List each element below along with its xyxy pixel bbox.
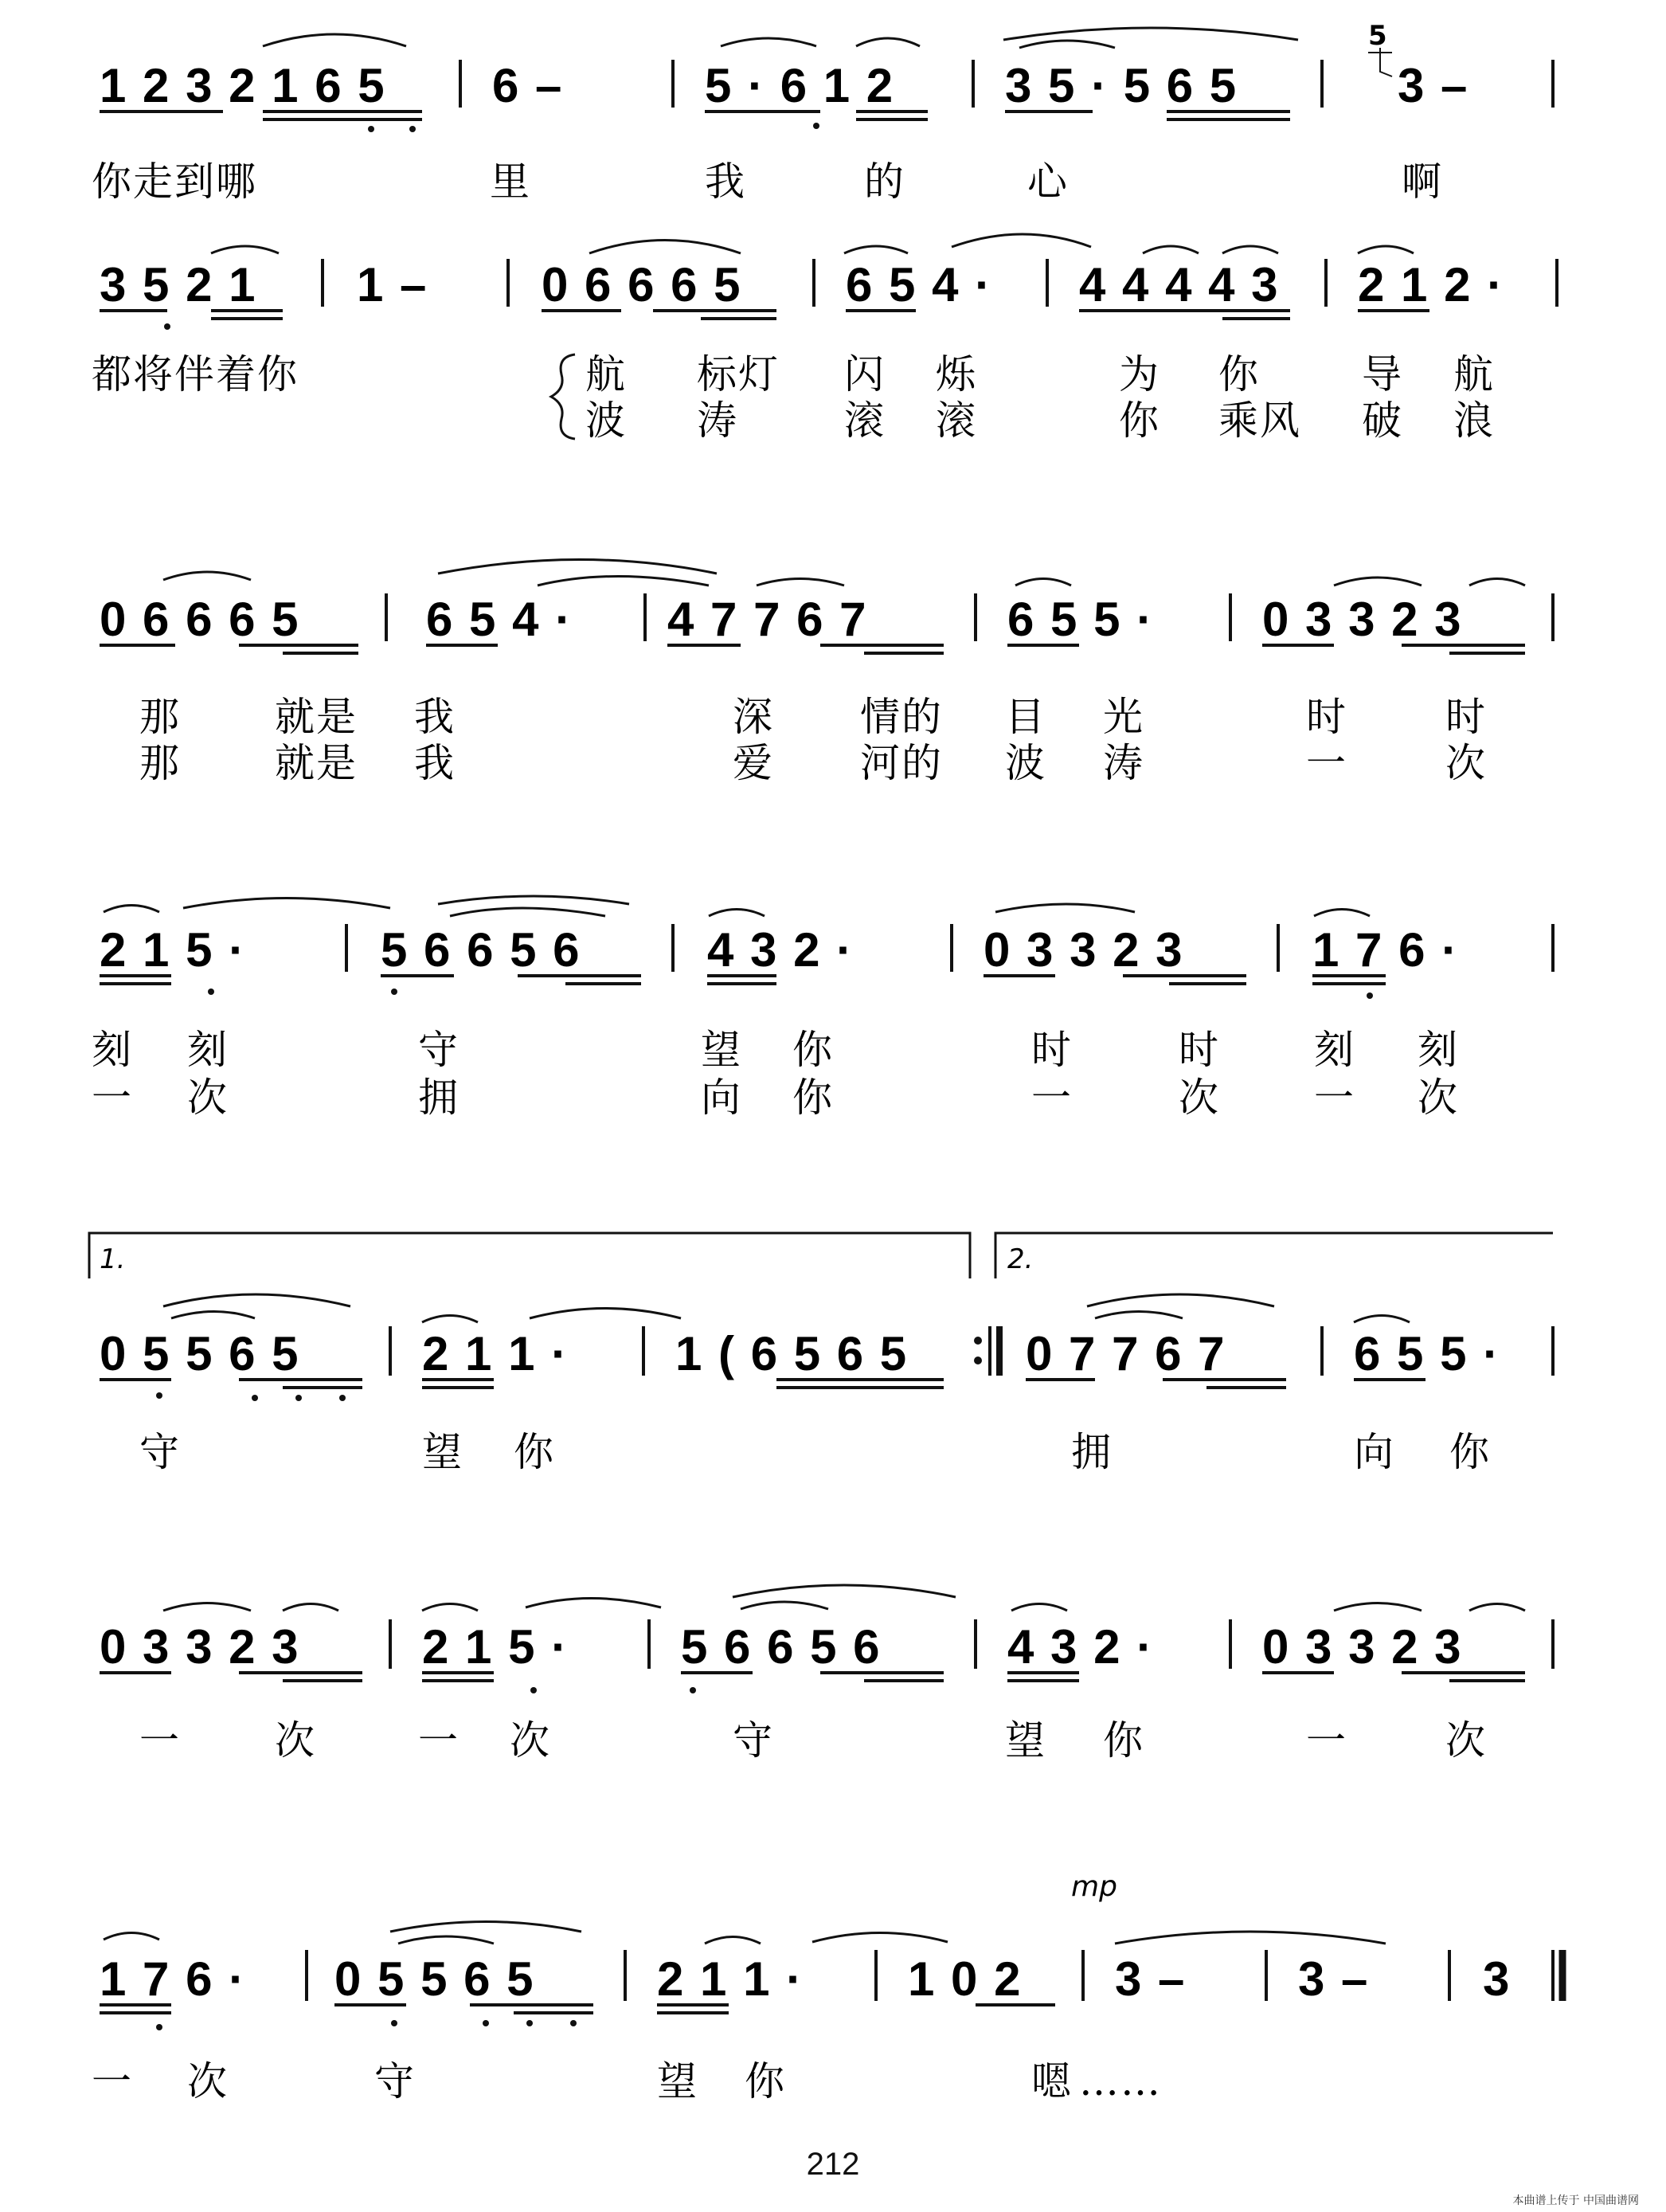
svg-text:航: 航 xyxy=(585,351,627,397)
notes-r6-b3: 5 6 6 5 6 xyxy=(681,1620,882,1674)
staff-row-7 xyxy=(92,1870,1562,2104)
svg-text:……: …… xyxy=(1079,2058,1162,2104)
notes-r2-b1: 3 5 2 1 xyxy=(100,258,257,311)
lyrics-r5 xyxy=(139,1429,1491,1475)
notes-r7-b7: 3 xyxy=(1483,1952,1512,2006)
svg-text:守: 守 xyxy=(418,1027,460,1073)
lyrics-r4-verse-b xyxy=(92,1075,1459,1121)
volta-bracket-2 xyxy=(995,1233,1553,1278)
lyrics-r7 xyxy=(92,2058,1162,2104)
svg-text:一: 一 xyxy=(139,1717,181,1764)
svg-text:刻: 刻 xyxy=(187,1027,229,1073)
page-number: 212 xyxy=(806,2147,860,2182)
svg-text:滚: 滚 xyxy=(936,397,977,444)
notes-r2-b2: 1 – xyxy=(357,258,428,311)
svg-text:一: 一 xyxy=(418,1717,460,1764)
svg-text:那: 那 xyxy=(139,694,181,740)
notes-r4-b4: 0 3 3 2 3 xyxy=(984,923,1184,977)
svg-text:一: 一 xyxy=(92,1075,133,1121)
dynamic-marking: mp xyxy=(1071,1870,1117,1903)
svg-text:你: 你 xyxy=(1218,351,1260,397)
svg-text:航: 航 xyxy=(1453,351,1495,397)
svg-text:你: 你 xyxy=(745,2058,786,2104)
svg-text:时: 时 xyxy=(1445,694,1487,740)
notes-r4-b5: 1 7 6 · xyxy=(1312,923,1460,977)
notes-r6-b1: 0 3 3 2 3 xyxy=(100,1620,300,1674)
svg-text:守: 守 xyxy=(374,2058,416,2104)
svg-text:涛: 涛 xyxy=(1103,740,1144,786)
svg-text:标灯: 标灯 xyxy=(697,351,780,397)
svg-text:一: 一 xyxy=(1031,1075,1073,1121)
svg-text:次: 次 xyxy=(275,1717,316,1764)
svg-text:望: 望 xyxy=(657,2058,698,2104)
svg-text:次: 次 xyxy=(510,1717,551,1764)
notes-r5-b2: 2 1 1 · xyxy=(422,1327,569,1380)
svg-text:你: 你 xyxy=(514,1429,555,1475)
svg-text:你: 你 xyxy=(1103,1717,1144,1764)
svg-text:波: 波 xyxy=(585,397,627,444)
svg-text:守: 守 xyxy=(733,1717,774,1764)
svg-text:望: 望 xyxy=(422,1429,463,1475)
svg-text:向: 向 xyxy=(1354,1429,1395,1475)
svg-text:我: 我 xyxy=(414,694,456,740)
notes-r5-b4: 0 7 7 6 7 xyxy=(1026,1327,1226,1380)
svg-text:深: 深 xyxy=(733,694,774,740)
lyric-r1-2: 里 xyxy=(490,159,531,205)
lyric-r1-6: 啊 xyxy=(1402,159,1443,205)
notes-r4-b2: 5 6 6 5 6 xyxy=(381,923,581,977)
svg-text:河的: 河的 xyxy=(860,740,943,786)
svg-text:乘风: 乘风 xyxy=(1218,397,1301,444)
svg-text:时: 时 xyxy=(1306,694,1347,740)
svg-text:浪: 浪 xyxy=(1453,397,1495,444)
svg-text:就是: 就是 xyxy=(275,694,358,740)
lyrics-r6 xyxy=(139,1717,1487,1764)
notes-r5-b5: 6 5 5 · xyxy=(1354,1327,1501,1380)
svg-text:望: 望 xyxy=(1005,1717,1046,1764)
svg-text:刻: 刻 xyxy=(1314,1027,1355,1073)
svg-text:那: 那 xyxy=(139,740,181,786)
svg-text:拥: 拥 xyxy=(418,1075,460,1121)
staff-row-3 xyxy=(100,560,1553,787)
lyric-r2-start: 都将伴着你 xyxy=(92,351,299,397)
notes-r2-b3: 0 6 6 6 5 xyxy=(542,258,742,311)
notes-r7-b4: 1 0 2 xyxy=(908,1952,1023,2006)
notes-r3-b5: 0 3 3 2 3 xyxy=(1262,593,1463,646)
staff-row-4 xyxy=(92,896,1553,1121)
svg-text:闪: 闪 xyxy=(844,351,886,397)
svg-text:为: 为 xyxy=(1119,351,1160,397)
svg-text:次: 次 xyxy=(1179,1075,1220,1121)
staff-row-1 xyxy=(92,20,1553,205)
svg-text:涛: 涛 xyxy=(697,397,738,444)
notes-r2-b6: 2 1 2 · xyxy=(1358,258,1505,311)
lyrics-r3-verse-b xyxy=(139,740,1487,786)
notes-r6-b5: 0 3 3 2 3 xyxy=(1262,1620,1463,1674)
svg-text:滚: 滚 xyxy=(844,397,886,444)
svg-text:一: 一 xyxy=(1314,1075,1355,1121)
svg-text:情的: 情的 xyxy=(860,694,943,740)
lyrics-r2-verse-a xyxy=(585,351,1495,397)
notes-r7-b1: 1 7 6 · xyxy=(100,1952,247,2006)
svg-text:你: 你 xyxy=(792,1075,834,1121)
lyric-r1-3: 我 xyxy=(705,159,746,205)
notes-r6-b2: 2 1 5 · xyxy=(422,1620,569,1674)
svg-text:我: 我 xyxy=(414,740,456,786)
svg-text:守: 守 xyxy=(139,1429,181,1475)
lyric-r1-1: 你走到哪 xyxy=(92,159,257,205)
lyrics-r4-verse-a xyxy=(92,1027,1459,1073)
lyric-r1-4: 的 xyxy=(864,159,905,205)
svg-text:光: 光 xyxy=(1103,694,1144,740)
svg-text:时: 时 xyxy=(1031,1027,1073,1073)
svg-text:波: 波 xyxy=(1005,740,1046,786)
notes-r2-b4: 6 5 4 · xyxy=(846,258,993,311)
notes-r1-b5: 3 – xyxy=(1398,59,1469,112)
svg-text:就是: 就是 xyxy=(275,740,358,786)
grace-note: 5 xyxy=(1368,20,1387,52)
svg-text:望: 望 xyxy=(701,1027,742,1073)
svg-text:1.: 1. xyxy=(100,1243,126,1275)
svg-text:你: 你 xyxy=(1119,397,1160,444)
source-credit: 本曲谱上传于 中国曲谱网 xyxy=(1512,2194,1639,2207)
staff-row-2 xyxy=(92,234,1557,444)
notes-r7-b2: 0 5 5 6 5 xyxy=(334,1952,535,2006)
svg-text:爱: 爱 xyxy=(733,740,774,786)
svg-text:次: 次 xyxy=(1418,1075,1459,1121)
notes-r1-b1: 1 2 3 2 1 6 5 xyxy=(100,59,386,112)
notes-r5-b1: 0 5 5 6 5 xyxy=(100,1327,300,1380)
svg-text:刻: 刻 xyxy=(92,1027,133,1073)
lyrics-r3-verse-a xyxy=(139,694,1487,740)
notes-r7-b6: 3 – xyxy=(1298,1952,1370,2006)
staff-row-6 xyxy=(100,1585,1553,1764)
notes-r3-b3: 4 7 7 6 7 xyxy=(667,593,868,646)
notes-r6-b4: 4 3 2 · xyxy=(1007,1620,1155,1674)
svg-text:你: 你 xyxy=(792,1027,834,1073)
staff-row-5 xyxy=(89,1233,1553,1475)
notes-r7-b5: 3 – xyxy=(1115,1952,1187,2006)
notes-r1-b2: 6 – xyxy=(492,59,564,112)
notes-r2-b5: 4 4 4 4 3 xyxy=(1079,258,1280,311)
svg-text:次: 次 xyxy=(1445,740,1487,786)
svg-text:破: 破 xyxy=(1362,397,1403,444)
svg-text:目: 目 xyxy=(1005,694,1046,740)
notes-r3-b2: 6 5 4 · xyxy=(426,593,573,646)
volta-bracket-1 xyxy=(89,1233,970,1278)
notes-r7-b3: 2 1 1 · xyxy=(657,1952,804,2006)
svg-text:一: 一 xyxy=(92,2058,133,2104)
notes-r5-b3: 1 ( 6 5 6 5 xyxy=(675,1327,909,1380)
lyrics-r2-verse-b xyxy=(585,397,1495,444)
lyric-r1-5: 心 xyxy=(1027,159,1069,205)
svg-text:次: 次 xyxy=(187,2058,229,2104)
notes-r1-b3: 5 · 6 1 2 xyxy=(705,59,895,112)
svg-text:你: 你 xyxy=(1449,1429,1491,1475)
notes-r1-b4: 3 5 · 5 6 5 xyxy=(1005,59,1238,112)
svg-text:烁: 烁 xyxy=(936,351,977,397)
svg-text:时: 时 xyxy=(1179,1027,1220,1073)
notes-r4-b1: 2 1 5 · xyxy=(100,923,247,977)
svg-text:导: 导 xyxy=(1362,351,1403,397)
svg-text:次: 次 xyxy=(1445,1717,1487,1764)
notes-r3-b1: 0 6 6 6 5 xyxy=(100,593,300,646)
svg-text:拥: 拥 xyxy=(1071,1429,1113,1475)
svg-text:一: 一 xyxy=(1306,1717,1347,1764)
svg-text:嗯: 嗯 xyxy=(1031,2058,1073,2104)
notes-r4-b3: 4 3 2 · xyxy=(707,923,855,977)
notes-r3-b4: 6 5 5 · xyxy=(1007,593,1155,646)
svg-text:向: 向 xyxy=(701,1075,742,1121)
svg-text:次: 次 xyxy=(187,1075,229,1121)
svg-text:2.: 2. xyxy=(1007,1243,1034,1275)
svg-text:一: 一 xyxy=(1306,740,1347,786)
svg-text:刻: 刻 xyxy=(1418,1027,1459,1073)
